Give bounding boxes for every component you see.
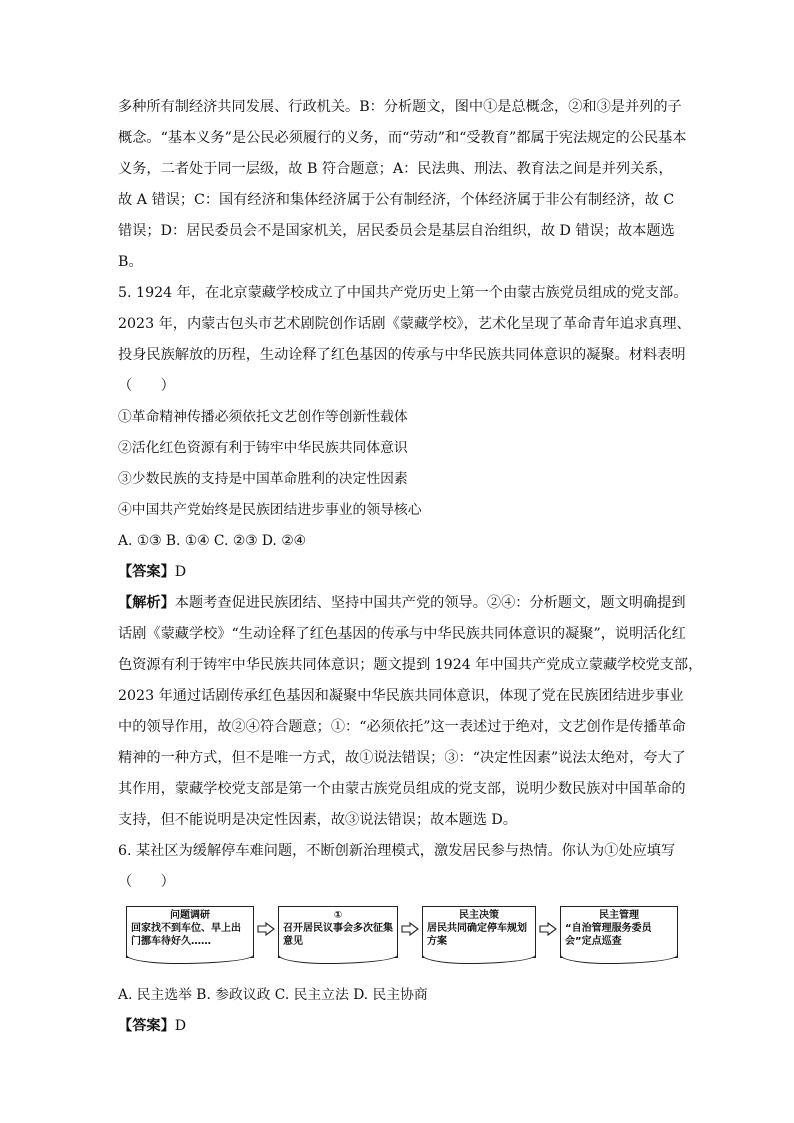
q5-analysis-line: 2023 年通过话剧传承红色基因和凝聚中华民族共同体意识，体现了党在民族团结进步事业 [118, 688, 684, 704]
flow-step-blank [278, 906, 398, 958]
flow-step-title: 问题调研 [170, 910, 210, 921]
q5-analysis-line: 中的领导作用，故②④符合题意；①：“必须依托”这一表述过于绝对，文艺创作是传播革命 [118, 719, 686, 735]
q5-analysis-line [118, 588, 686, 619]
flow-step-title: 民主管理 [599, 910, 639, 921]
q5-statement-1: ①革命精神传播必须依托文艺创作等创新性载体 [118, 409, 408, 425]
answer-label: 【答案】 [118, 564, 175, 580]
q5-analysis-line: 其作用，蒙藏学校党支部是第一个由蒙古族党员组成的党支部，说明少数民族对中国革命的 [118, 781, 686, 797]
q5-statement-4: ④中国共产党始终是民族团结进步事业的领导核心 [118, 502, 422, 518]
text-line: 故 A 错误；C：国有经济和集体经济属于公有制经济，个体经济属于非公有制经济，故 C [118, 192, 675, 208]
q5-stem: 投身民族解放的历程，生动诠释了红色基因的传承与中华民族共同体意识的凝聚。材料表明 [118, 347, 686, 363]
analysis-text: 本题考查促进民族团结、坚持中国共产党的领导。②④：分析题文，题文明确提到 [174, 595, 686, 611]
arrow-right-icon [257, 922, 275, 936]
q5-analysis-line: 精神的一种方式，但不是唯一方式，故①说法错误；③：“决定性因素”说法太绝对，夸大了 [118, 750, 686, 766]
q6-stem: 6. 某社区为缓解停车难问题，不断创新治理模式，激发居民参与热情。你认为①处应填写 [118, 843, 676, 859]
q6-blank: （ ） [118, 874, 175, 890]
q5-statement-3: ③少数民族的支持是中国革命胜利的决定性因素 [118, 471, 408, 487]
text-line: B。 [118, 254, 143, 270]
q5-stem: 5. 1924 年，在北京蒙藏学校成立了中国共产党历史上第一个由蒙古族党员组成的党支部。 [118, 285, 688, 301]
flow-step-text: 居民共同确定停车规划方案 [427, 923, 527, 947]
flow-step-text: 回家找不到车位、早上出门挪车待好久…… [131, 923, 241, 947]
arrow-right-icon [401, 922, 419, 936]
document-page [118, 92, 703, 1042]
text-line: 错误；D：居民委员会不是国家机关，居民委员会是基层自治组织，故 D 错误；故本题选 [118, 223, 675, 239]
q5-statement-2: ②活化红色资源有利于铸牢中华民族共同体意识 [118, 440, 408, 456]
flow-step-text: 召开居民议事会多次征集意见 [283, 923, 393, 947]
q5-analysis-line: 色资源有利于铸牢中华民族共同体意识；题文提到 1924 年中国共产党成立蒙藏学校党支部， [118, 657, 703, 673]
q5-analysis-line: 支持，但不能说明是决定性因素，故③说法错误；故本题选 D。 [118, 812, 517, 828]
arrow-right-icon [539, 922, 557, 936]
flow-step-title: 民主决策 [459, 910, 499, 921]
q5-options: A. ①③ B. ①④ C. ②③ D. ②④ [118, 533, 306, 549]
q5-stem: 2023 年，内蒙古包头市艺术剧院创作话剧《蒙藏学校》，艺术化呈现了革命青年追求真理、 [118, 316, 691, 332]
q6-options: A. 民主选举 B. 参政议政 C. 民主立法 D. 民主协商 [118, 987, 428, 1003]
q6-answer [118, 1011, 678, 1042]
q5-blank: （ ） [118, 378, 175, 394]
flow-step-title: ① [333, 910, 343, 921]
text-line: 义务，二者处于同一层级，故 B 符合题意；A：民法典、刑法、教育法之间是并列关系， [118, 161, 673, 177]
q5-analysis-line: 话剧《蒙藏学校》“生动诠释了红色基因的传承与中华民族共同体意识的凝聚”，说明活化红 [118, 626, 686, 642]
answer-label: 【答案】 [118, 1018, 175, 1034]
flow-step-decision [422, 906, 536, 958]
q5-answer [118, 557, 678, 588]
flow-step-text: “自治管理服务委员会”定点巡查 [565, 923, 652, 947]
flow-step-management [560, 906, 678, 958]
answer-value: D [174, 1018, 187, 1034]
flow-step-research [126, 906, 254, 958]
answer-value: D [174, 564, 187, 580]
text-line: 概念。“基本义务”是公民必须履行的义务，而“劳动”和“受教育”都属于宪法规定的公民基本 [118, 130, 687, 146]
q6-flow-diagram [118, 902, 678, 974]
analysis-label: 【解析】 [118, 595, 175, 611]
text-line: 多种所有制经济共同发展、行政机关。B：分析题文，图中①是总概念，②和③是并列的子 [118, 99, 682, 115]
